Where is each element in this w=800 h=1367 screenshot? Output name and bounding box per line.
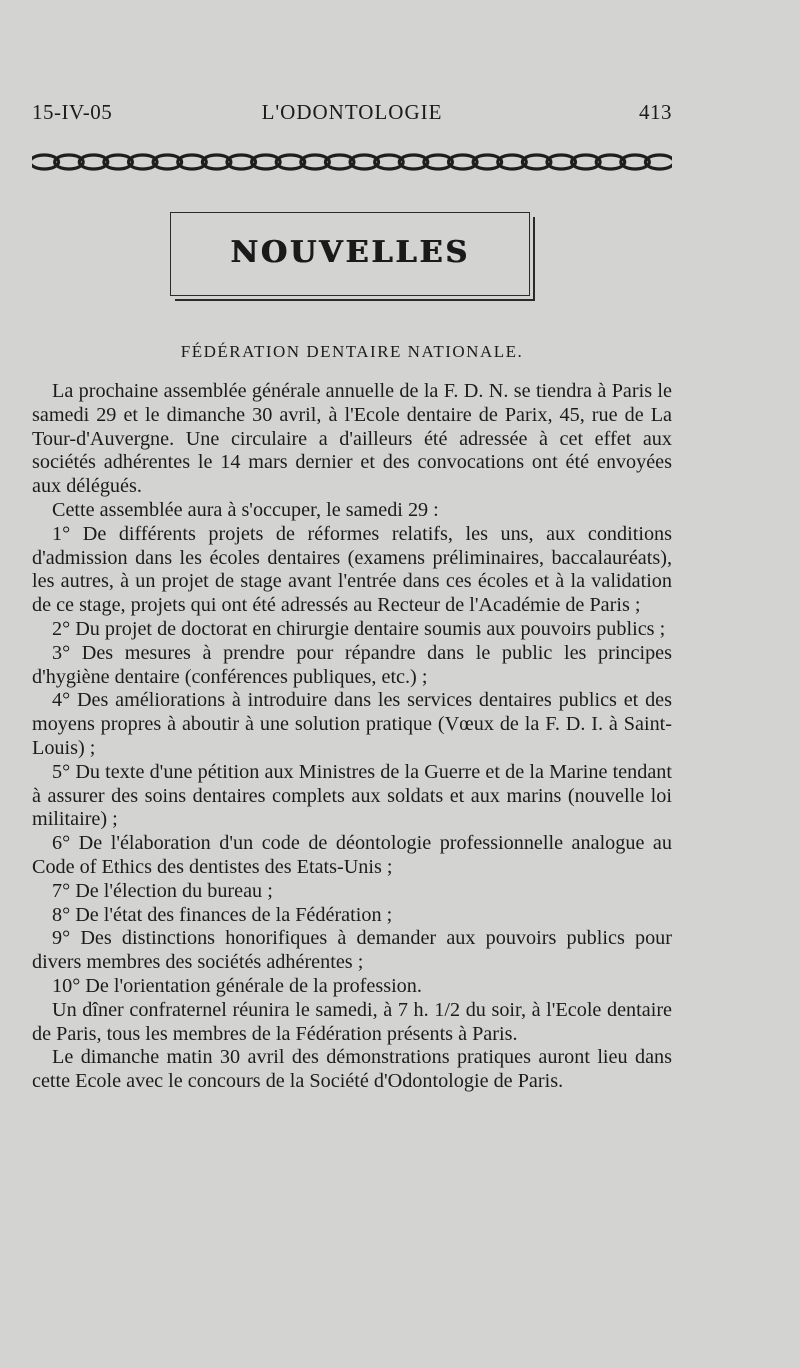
paragraph-1: La prochaine assemblée générale annuelle de la F. D. N. se tiendra à Paris le samedi 29 et le dimanche 30 avril, à l'Ecole dentaire de Parix, 45, rue de La Tour-d'Auvergne. Une circulaire a d'ailleurs été adressée à cet effet aux sociétés adhérentes le 14 mars dernier et des convocations ont été envoyées aux délégués.	[32, 380, 672, 498]
paragraph-14: Le dimanche matin 30 avril des démonstrations pratiques auront lieu dans cette Ecole avec le concours de la Société d'Odontologie de Paris.	[32, 1046, 672, 1093]
chain-ornament	[32, 148, 672, 176]
journal-title: L'ODONTOLOGIE	[261, 100, 443, 124]
paragraph-4: 2° Du projet de doctorat en chirurgie dentaire soumis aux pouvoirs publics ;	[52, 617, 666, 640]
running-head	[32, 100, 672, 132]
paragraph-6: 4° Des améliorations à introduire dans les services dentaires publics et des moyens propres à aboutir à une solution pratique (Vœux de la F. D. I. à Saint-Louis) ;	[32, 689, 672, 759]
page-number: 413	[639, 100, 672, 124]
paragraph-7: 5° Du texte d'une pétition aux Ministres de la Guerre et de la Marine tendant à assurer des soins dentaires complets aux soldats et aux marins (nouvelle loi militaire) ;	[32, 760, 672, 831]
paragraph-9: 7° De l'élection du bureau ;	[52, 879, 273, 902]
paragraph-3: 1° De différents projets de réformes relatifs, les uns, aux conditions d'admission dans les écoles dentaires (examens préliminaires, baccalauréats), les autres, à un projet de stage avant l'entrée dans ces écoles et à la validation de ce stage, projets qui ont été adressés au Recteur de l'Académie de Paris ;	[32, 522, 672, 617]
paragraph-12: 10° De l'orientation générale de la profession.	[52, 974, 422, 997]
section-title: NOUVELLES	[230, 235, 470, 270]
title-frame	[170, 212, 530, 296]
paragraph-13: Un dîner confraternel réunira le samedi, à 7 h. 1/2 du soir, à l'Ecole dentaire de Paris, tous les membres de la Fédération présents à Paris.	[32, 998, 672, 1045]
issue-date: 15-IV-05	[32, 100, 113, 124]
paragraph-8: 6° De l'élaboration d'un code de déontologie professionnelle analogue au Code of Ethics des dentistes des Etats-Unis ;	[32, 832, 672, 878]
paragraph-11: 9° Des distinctions honorifiques à demander aux pouvoirs publics pour divers membres des sociétés adhérentes ;	[32, 927, 672, 974]
paragraph-2: Cette assemblée aura à s'occuper, le samedi 29 :	[52, 498, 439, 521]
article-body	[32, 380, 672, 1094]
article-heading: FÉDÉRATION DENTAIRE NATIONALE.	[180, 342, 524, 361]
paragraph-10: 8° De l'état des finances de la Fédération ;	[52, 903, 393, 926]
paragraph-5: 3° Des mesures à prendre pour répandre dans le public les principes d'hygiène dentaire (conférences publiques, etc.) ;	[32, 641, 672, 688]
